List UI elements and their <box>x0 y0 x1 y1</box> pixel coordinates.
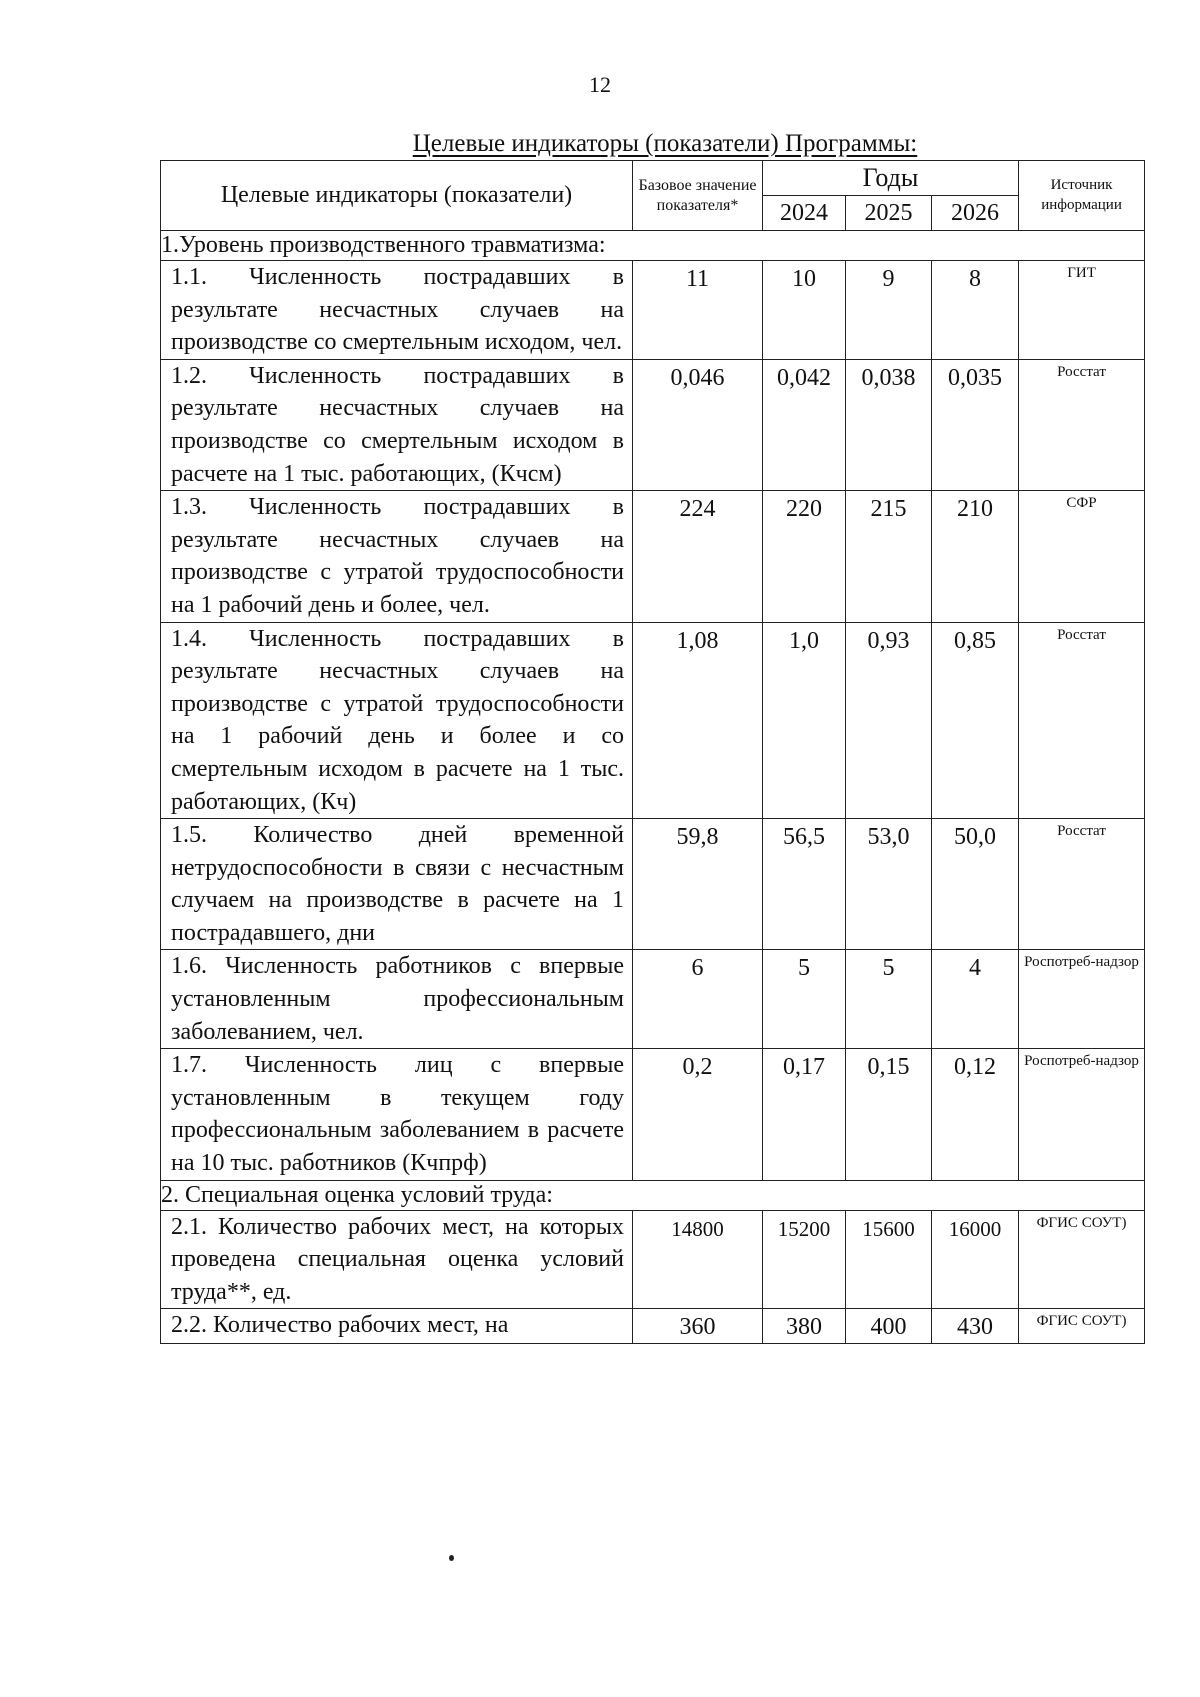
value-2026: 8 <box>932 261 1019 360</box>
indicator-name: 2.1. Количество рабочих мест, на которых проведена специальная оценка условий труда**, ед. <box>161 1210 633 1309</box>
table-row <box>161 1049 1145 1180</box>
header-years: Годы <box>763 161 1019 196</box>
page-number: 12 <box>589 72 611 97</box>
value-2025: 53,0 <box>846 819 932 950</box>
value-2025: 0,93 <box>846 622 932 819</box>
source: ФГИС СОУТ) <box>1019 1210 1145 1309</box>
table-row <box>161 819 1145 950</box>
value-2026: 4 <box>932 950 1019 1049</box>
value-2024: 56,5 <box>763 819 846 950</box>
value-2026: 0,035 <box>932 359 1019 490</box>
value-2025: 215 <box>846 491 932 622</box>
header-source: Источник информации <box>1019 161 1145 231</box>
table-row <box>161 359 1145 490</box>
value-2024: 220 <box>763 491 846 622</box>
base-value: 11 <box>633 261 763 360</box>
indicator-name: 1.2. Численность пострадавших в результате несчастных случаев на производстве со смертельным исходом в расчете на 1 тыс. работающих, (Кчсм) <box>161 359 633 490</box>
base-value: 1,08 <box>633 622 763 819</box>
value-2024: 15200 <box>763 1210 846 1309</box>
indicator-name: 2.2. Количество рабочих мест, на <box>161 1309 633 1344</box>
source: СФР <box>1019 491 1145 622</box>
value-2024: 10 <box>763 261 846 360</box>
source: Росстат <box>1019 359 1145 490</box>
value-2025: 0,15 <box>846 1049 932 1180</box>
section-row <box>161 231 1145 261</box>
section-title: 2. Специальная оценка условий труда: <box>161 1180 1145 1210</box>
base-value: 360 <box>633 1309 763 1344</box>
value-2025: 15600 <box>846 1210 932 1309</box>
value-2024: 380 <box>763 1309 846 1344</box>
value-2024: 0,042 <box>763 359 846 490</box>
indicator-name: 1.4. Численность пострадавших в результате несчастных случаев на производстве с утратой трудоспособности на 1 рабочий день и более и со смертельным исходом в расчете на 1 тыс. работающих, (Кч) <box>161 622 633 819</box>
value-2026: 50,0 <box>932 819 1019 950</box>
source: ФГИС СОУТ) <box>1019 1309 1145 1344</box>
indicator-name: 1.7. Численность лиц с впервые установленным в текущем году профессиональным заболеванием в расчете на 10 тыс. работников (Кчпрф) <box>161 1049 633 1180</box>
source: Росстат <box>1019 819 1145 950</box>
indicator-name: 1.3. Численность пострадавших в результате несчастных случаев на производстве с утратой трудоспособности на 1 рабочий день и более, чел. <box>161 491 633 622</box>
header-year-2024: 2024 <box>763 196 846 231</box>
indicator-name: 1.5. Количество дней временной нетрудоспособности в связи с несчастным случаем на производстве в расчете на 1 пострадавшего, дни <box>161 819 633 950</box>
table-row <box>161 950 1145 1049</box>
value-2025: 5 <box>846 950 932 1049</box>
base-value: 0,2 <box>633 1049 763 1180</box>
base-value: 14800 <box>633 1210 763 1309</box>
source: Росстат <box>1019 622 1145 819</box>
value-2025: 400 <box>846 1309 932 1344</box>
value-2026: 0,85 <box>932 622 1019 819</box>
indicator-name: 1.1. Численность пострадавших в результате несчастных случаев на производстве со смертельным исходом, чел. <box>161 261 633 360</box>
base-value: 0,046 <box>633 359 763 490</box>
value-2025: 0,038 <box>846 359 932 490</box>
table-row <box>161 1309 1145 1344</box>
table-header-row <box>161 161 1145 196</box>
source: Роспотреб-надзор <box>1019 950 1145 1049</box>
header-year-2025: 2025 <box>846 196 932 231</box>
table-row <box>161 622 1145 819</box>
table-row <box>161 491 1145 622</box>
section-title: 1.Уровень производственного травматизма: <box>161 231 1145 261</box>
base-value: 6 <box>633 950 763 1049</box>
header-year-2026: 2026 <box>932 196 1019 231</box>
indicator-name: 1.6. Численность работников с впервые установленным профессиональным заболеванием, чел. <box>161 950 633 1049</box>
header-base-value: Базовое значение показателя* <box>633 161 763 231</box>
scan-dot-mark <box>449 1555 454 1561</box>
source: ГИТ <box>1019 261 1145 360</box>
value-2026: 430 <box>932 1309 1019 1344</box>
table-row <box>161 261 1145 360</box>
value-2026: 16000 <box>932 1210 1019 1309</box>
value-2026: 210 <box>932 491 1019 622</box>
source: Роспотреб-надзор <box>1019 1049 1145 1180</box>
value-2026: 0,12 <box>932 1049 1019 1180</box>
value-2024: 0,17 <box>763 1049 846 1180</box>
value-2024: 1,0 <box>763 622 846 819</box>
base-value: 224 <box>633 491 763 622</box>
base-value: 59,8 <box>633 819 763 950</box>
value-2025: 9 <box>846 261 932 360</box>
value-2024: 5 <box>763 950 846 1049</box>
indicators-table <box>160 160 1145 1344</box>
header-indicator: Целевые индикаторы (показатели) <box>161 161 633 231</box>
section-row <box>161 1180 1145 1210</box>
table-row <box>161 1210 1145 1309</box>
page-title: Целевые индикаторы (показатели) Программы: <box>412 130 918 157</box>
